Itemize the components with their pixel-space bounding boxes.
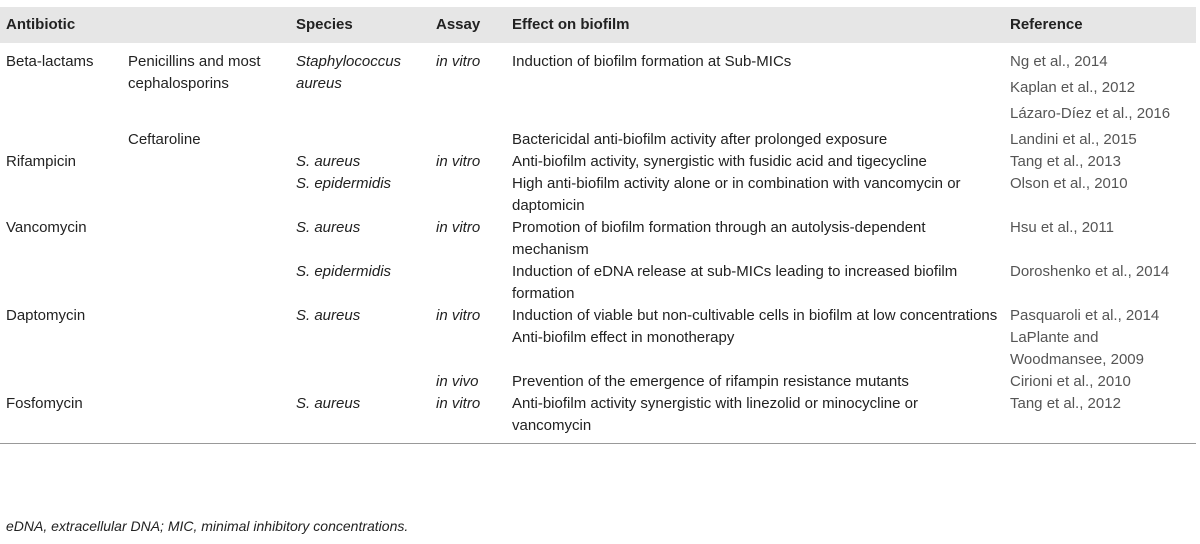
header-species: Species — [290, 7, 430, 43]
biofilm-table — [0, 7, 1196, 444]
reference-citation: Tang et al., 2012 — [1010, 395, 1121, 412]
cell-reference — [1004, 43, 1196, 129]
cell-subclass — [122, 151, 290, 173]
table-row — [0, 173, 1196, 217]
header-assay: Assay — [430, 7, 506, 43]
cell-assay: in vitro — [436, 53, 481, 70]
table-row — [0, 261, 1196, 305]
cell-assay: in vitro — [436, 307, 481, 324]
cell-species: S. aureus — [296, 219, 361, 236]
cell-subclass — [122, 173, 290, 217]
cell-species — [290, 371, 430, 393]
cell-species — [290, 327, 430, 371]
cell-assay — [430, 261, 506, 305]
cell-effect: Bactericidal anti-biofilm activity after prolonged exposure — [512, 131, 888, 148]
header-antibiotic: Antibiotic — [0, 7, 122, 43]
cell-subclass — [122, 261, 290, 305]
cell-reference — [1004, 129, 1196, 151]
reference-citation: Tang et al., 2013 — [1010, 153, 1121, 170]
cell-effect: Induction of eDNA release at sub-MICs leading to increased biofilm formation — [512, 263, 958, 302]
cell-effect: Anti-biofilm activity synergistic with linezolid or minocycline or vancomycin — [506, 393, 1004, 444]
reference-citation: Kaplan et al., 2012 — [1010, 79, 1136, 96]
cell-reference — [1004, 151, 1196, 173]
cell-subclass — [122, 371, 290, 393]
cell-reference — [1004, 327, 1196, 371]
reference-citation: Olson et al., 2010 — [1010, 175, 1128, 192]
cell-assay — [430, 327, 506, 371]
cell-antibiotic — [0, 129, 122, 151]
table-row — [0, 43, 1196, 129]
cell-effect: High anti-biofilm activity alone or in combination with vancomycin or daptomicin — [512, 175, 961, 214]
reference-citation: Hsu et al., 2011 — [1010, 219, 1114, 236]
table-row — [0, 393, 1196, 444]
cell-species: S. aureus — [296, 307, 361, 324]
table-row — [0, 151, 1196, 173]
cell-assay: in vivo — [436, 373, 479, 390]
cell-antibiotic — [0, 261, 122, 305]
cell-effect: Induction of viable but non-cultivable cells in biofilm at low concentrations — [512, 307, 998, 324]
reference-citation: Pasquaroli et al., 2014 — [1010, 307, 1160, 324]
cell-assay: in vitro — [436, 219, 481, 236]
table-row — [0, 129, 1196, 151]
cell-assay — [430, 129, 506, 151]
cell-antibiotic: Fosfomycin — [0, 393, 122, 444]
cell-species: S. aureus — [290, 393, 430, 444]
reference-citation: Lázaro-Díez et al., 2016 — [1010, 105, 1171, 122]
cell-effect: Anti-biofilm effect in monotherapy — [512, 329, 735, 346]
cell-reference — [1004, 393, 1196, 444]
table-row — [0, 217, 1196, 261]
cell-assay: in vitro — [430, 393, 506, 444]
reference-citation: Ng et al., 2014 — [1010, 53, 1108, 70]
table-header-row — [0, 7, 1196, 43]
reference-citation: Doroshenko et al., 2014 — [1010, 263, 1170, 280]
cell-effect: Induction of biofilm formation at Sub-MICs — [512, 53, 792, 70]
cell-antibiotic: Vancomycin — [6, 219, 87, 236]
cell-species: S. epidermidis — [296, 263, 392, 280]
cell-species: S. aureus — [296, 153, 361, 170]
cell-reference — [1004, 261, 1196, 305]
table-row — [0, 371, 1196, 393]
cell-subclass: Penicillins and most cephalosporins — [128, 53, 261, 92]
cell-subclass — [122, 393, 290, 444]
cell-subclass — [122, 327, 290, 371]
cell-effect: Prevention of the emergence of rifampin resistance mutants — [512, 373, 909, 390]
reference-citation: LaPlante and Woodmansee, 2009 — [1010, 329, 1144, 368]
table-body — [0, 43, 1196, 444]
cell-effect: Promotion of biofilm formation through an autolysis-dependent mechanism — [512, 219, 926, 258]
table-row — [0, 327, 1196, 371]
header-effect: Effect on biofilm — [506, 7, 1004, 43]
table-footnote: eDNA, extracellular DNA; MIC, minimal inhibitory concentrations. — [6, 518, 409, 534]
cell-assay: in vitro — [436, 153, 481, 170]
cell-reference — [1004, 173, 1196, 217]
cell-subclass — [122, 217, 290, 261]
cell-antibiotic: Rifampicin — [6, 153, 77, 170]
reference-citation: Cirioni et al., 2010 — [1010, 373, 1131, 390]
cell-effect: Anti-biofilm activity, synergistic with fusidic acid and tigecycline — [512, 153, 927, 170]
cell-reference — [1004, 305, 1196, 327]
cell-assay — [430, 173, 506, 217]
cell-antibiotic — [0, 173, 122, 217]
cell-species: Staphylococcus aureus — [296, 53, 402, 92]
reference-citation: Landini et al., 2015 — [1010, 131, 1137, 148]
cell-antibiotic: Daptomycin — [6, 307, 86, 324]
cell-species: S. epidermidis — [296, 175, 392, 192]
cell-species — [290, 129, 430, 151]
cell-antibiotic — [0, 371, 122, 393]
cell-antibiotic — [0, 327, 122, 371]
cell-subclass — [122, 305, 290, 327]
cell-reference — [1004, 371, 1196, 393]
header-reference: Reference — [1004, 7, 1196, 43]
table-row — [0, 305, 1196, 327]
cell-antibiotic: Beta-lactams — [6, 53, 94, 70]
cell-reference — [1004, 217, 1196, 261]
cell-subclass: Ceftaroline — [128, 131, 201, 148]
header-subclass — [122, 7, 290, 43]
